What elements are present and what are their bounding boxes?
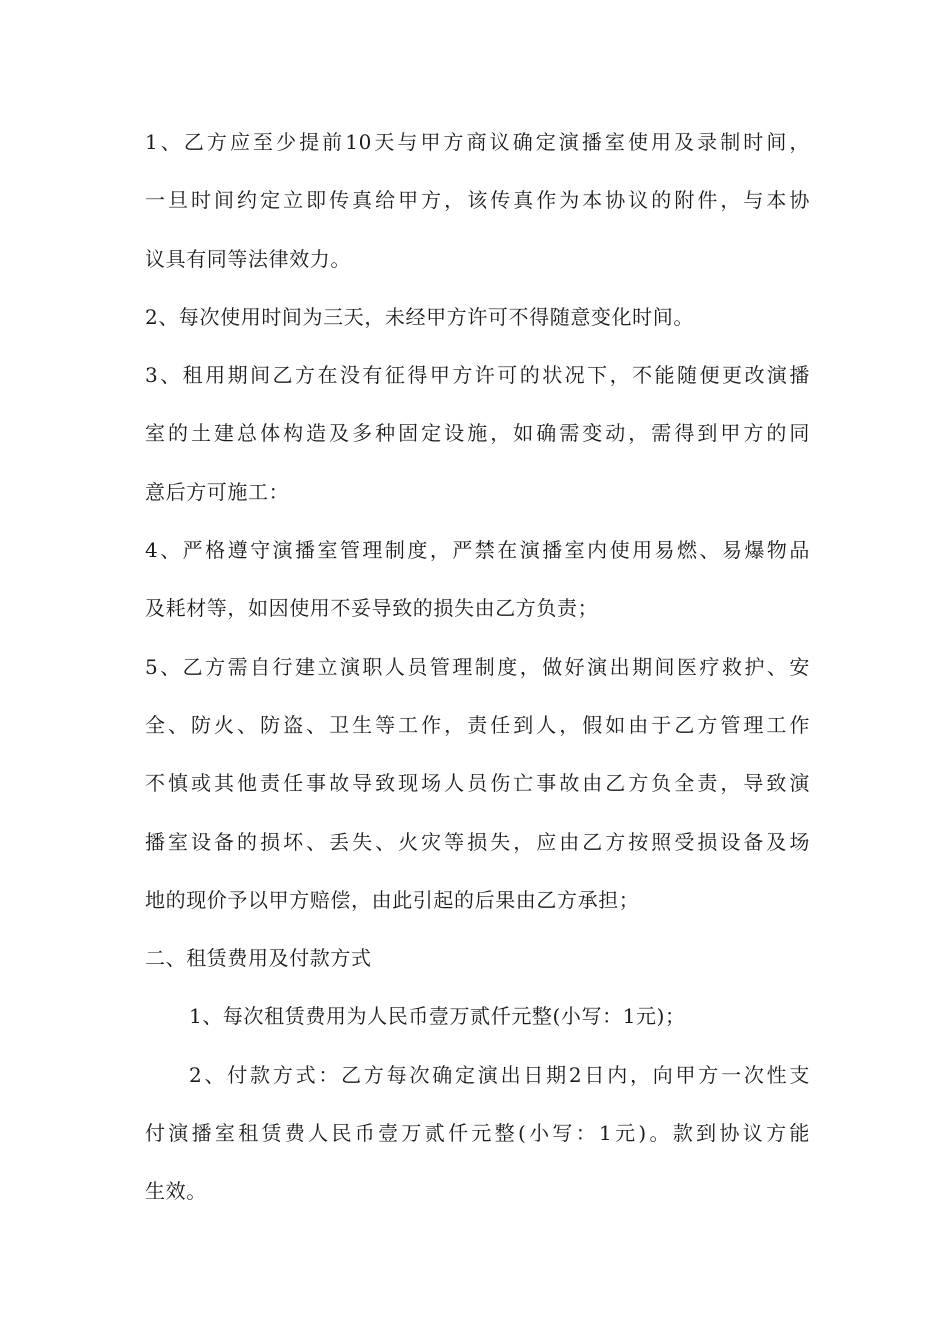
clause-1-line-2: 一旦时间约定立即传真给甲方，该传真作为本协议的附件，与本协 [145, 188, 810, 213]
rent-clause-2-line-1: 2、付款方式：乙方每次确定演出日期2日内，向甲方一次性支 [189, 1062, 810, 1087]
clause-1-line-3: 议具有同等法律效力。 [145, 246, 351, 271]
rent-clause-2-line-2: 付演播室租赁费人民币壹万贰仟元整(小写：1元)。款到协议方能 [145, 1121, 810, 1146]
clause-5-line-1: 5、乙方需自行建立演职人员管理制度，做好演出期间医疗救护、安 [145, 654, 810, 679]
clause-2-line-1: 2、每次使用时间为三天，未经甲方许可不得随意变化时间。 [145, 304, 694, 329]
clause-5-line-2: 全、防火、防盗、卫生等工作，责任到人，假如由于乙方管理工作 [145, 712, 810, 737]
clause-5-line-4: 播室设备的损坏、丢失、火灾等损失，应由乙方按照受损设备及场 [145, 829, 810, 854]
clause-4-line-1: 4、严格遵守演播室管理制度，严禁在演播室内使用易燃、易爆物品 [145, 538, 810, 563]
clause-5-line-5: 地的现价予以甲方赔偿，由此引起的后果由乙方承担； [145, 887, 640, 912]
rent-clause-2-line-3: 生效。 [145, 1179, 207, 1204]
clause-3-line-1: 3、租用期间乙方在没有征得甲方许可的状况下，不能随便更改演播 [145, 363, 810, 388]
clause-1-line-1: 1、乙方应至少提前10天与甲方商议确定演播室使用及录制时间， [145, 130, 810, 154]
clause-5-line-3: 不慎或其他责任事故导致现场人员伤亡事故由乙方负全责，导致演 [145, 771, 810, 796]
document-body [145, 120, 810, 1228]
section-heading-rent: 二、租赁费用及付款方式 [145, 946, 372, 971]
clause-4-line-2: 及耗材等，如因使用不妥导致的损失由乙方负责； [145, 596, 599, 621]
clause-3-line-2: 室的土建总体构造及多种固定设施，如确需变动，需得到甲方的同 [145, 421, 810, 446]
clause-3-line-3: 意后方可施工： [145, 479, 290, 504]
rent-clause-1-line-1: 1、每次租赁费用为人民币壹万贰仟元整(小写：1元)； [189, 1004, 686, 1029]
